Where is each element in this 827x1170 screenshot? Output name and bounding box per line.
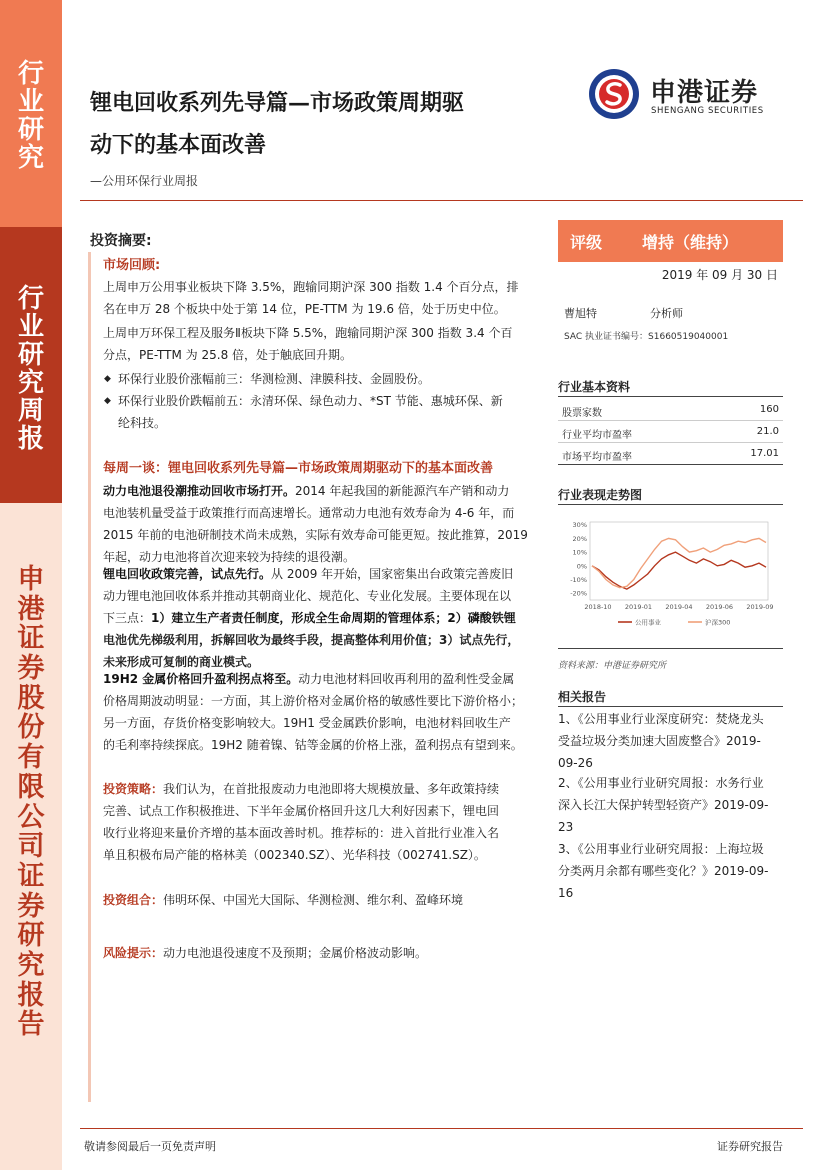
text-segment: 动力电池材料回收再利用的盈利性受金属 [298, 672, 515, 686]
report-title [90, 82, 570, 166]
y-tick-label: 30% [572, 521, 587, 530]
sidebar-char: 究 [17, 143, 44, 174]
sidebar-char: 港 [17, 593, 45, 625]
y-tick-label: -20% [570, 589, 587, 598]
row-label: 行业平均市盈率 [562, 430, 632, 441]
text-line: 纶科技。 [118, 416, 167, 430]
sidebar-char: 证 [17, 623, 45, 655]
analyst-title: 分析师 [650, 307, 683, 320]
bullet-gainers: ◆ 环保行业股价涨幅前三：华测检测、津膜科技、金圆股份。 [118, 368, 543, 390]
bold-lead: 19H2 金属价格回升盈利拐点将至。 [103, 672, 299, 686]
sidebar-char: 有 [17, 742, 45, 774]
title-line: 动下的基本面改善 [90, 132, 267, 158]
weekly-paragraph-3 [103, 668, 543, 756]
weekly-paragraph-2 [103, 563, 543, 673]
text-line: 收行业将迎来量价齐增的基本面改善时机。推荐标的：进入首批行业准入名 [103, 826, 500, 840]
sidebar-char: 行 [17, 284, 44, 314]
text-segment: 从 2009 年开始，国家密集出台政策完善废旧 [271, 567, 514, 581]
sidebar-char: 研 [17, 340, 44, 371]
rating-label: 评级 [570, 233, 603, 252]
text-line: 年起，动力电池将首次迎来较为持续的退役潮。 [103, 550, 356, 564]
y-tick-label: 20% [572, 534, 587, 543]
report-date: 2019 年 09 月 30 日 [661, 268, 778, 282]
footer-divider [80, 1128, 803, 1129]
performance-chart-heading: 行业表现走势图 [558, 488, 643, 502]
bullet-losers [118, 390, 543, 434]
text-line: 电池优先梯级利用，拆解回收为最终手段，提高整体利用价值；3）试点先行， [103, 633, 520, 647]
sidebar-char: 券 [17, 890, 45, 922]
text-line: 分类两月余都有哪些变化？》2019-09- [558, 864, 769, 878]
text-segment: 2014 年起我国的新能源汽车产销和动力 [295, 484, 510, 498]
y-tick-label: 0% [576, 562, 587, 571]
chart-source: 资料来源：申港证券研究所 [558, 661, 667, 671]
row-label: 股票家数 [562, 408, 602, 419]
sidebar-top-text [0, 60, 62, 172]
text-line: 深入长江大保护转型轻资产》2019-09- [558, 798, 769, 812]
y-tick-label: 10% [572, 548, 587, 557]
text-line: 上周申万环保工程及服务Ⅱ板块下降 5.5%，跑输同期沪深 300 指数 3.4 个百 [103, 326, 513, 340]
sidebar-mid-block [0, 227, 62, 503]
text-line [103, 668, 543, 690]
related-report-3 [558, 838, 783, 904]
series-line [592, 552, 766, 589]
related-reports-heading: 相关报告 [558, 690, 607, 704]
bold-lead: 动力电池退役潮推动回收市场打开。 [103, 484, 296, 498]
text-line: 单且积极布局产能的格林美（002340.SZ）、光华科技（002741.SZ）。 [103, 848, 486, 862]
bold-segment: 1）建立生产者责任制度，形成全生命周期的管理体系；2）磷酸铁锂 [151, 611, 516, 625]
text-line: 名在申万 28 个板块中处于第 14 位，PE-TTM 为 19.6 倍，处于历史中位。 [103, 302, 506, 316]
sidebar-char: 司 [17, 831, 45, 863]
sidebar-mid-text [0, 285, 62, 453]
header-divider [80, 200, 803, 201]
sidebar-char: 研 [17, 920, 45, 952]
strategy-paragraph [103, 778, 543, 866]
table-row-rule [558, 442, 783, 443]
sidebar-bottom-block [0, 503, 62, 1170]
portfolio-text: 伟明环保、中国光大国际、华测检测、维尔利、盈峰环境 [163, 893, 464, 907]
table-row-rule [558, 420, 783, 421]
logo-name-cn: 申港证券 [650, 78, 759, 108]
x-tick-label: 2019-04 [665, 603, 693, 611]
related-report-2 [558, 772, 783, 838]
text-line: 完善、试点工作积极推进、下半年金属价格回升这几大利好因素下，锂电回 [103, 804, 500, 818]
footer-report-type: 证券研究报告 [717, 1140, 783, 1153]
sidebar-char: 证 [17, 860, 45, 892]
sidebar-char: 公 [17, 801, 45, 833]
risk-text: 动力电池退役速度不及预期；金属价格波动影响。 [163, 946, 428, 960]
sidebar-char: 份 [17, 712, 45, 744]
report-subtitle: —公用环保行业周报 [90, 174, 199, 188]
text-line: 16 [558, 886, 574, 900]
sidebar-char: 究 [17, 949, 45, 981]
title-line: 锂电回收系列先导篇—市场政策周期驱 [90, 90, 465, 116]
related-report-1 [558, 708, 783, 774]
text-line: 动力锂电池回收体系并推动其朝商业化、规范化、专业化发展。主要体现在以 [103, 589, 512, 603]
text-line: 分点，PE-TTM 为 25.8 倍，处于触底回升期。 [103, 348, 353, 362]
sidebar-char: 业 [17, 312, 44, 343]
chart-top-rule [558, 504, 783, 505]
x-tick-label: 2019-06 [705, 603, 734, 611]
logo-name-en: SHENGANG SECURITIES [651, 106, 764, 116]
legend-label: 沪深300 [705, 618, 731, 627]
analyst-sac-number: SAC 执业证书编号：S1660519040001 [564, 332, 729, 342]
text-line [103, 778, 543, 800]
text-line: 2015 年前的电池研制技术尚未成熟，实际有效寿命可能更短。按此推算，2019 [103, 528, 528, 542]
text-line: 电池装机量受益于政策推行而高速增长。通常动力电池有效寿命为 4-6 年，而 [103, 506, 515, 520]
series-line [592, 538, 766, 587]
sidebar-top-block [0, 0, 62, 227]
text-line: 1、《公用事业行业深度研究：焚烧龙头 [558, 712, 764, 726]
company-logo [588, 68, 788, 128]
market-review-paragraph-1 [103, 276, 543, 320]
row-value: 21.0 [756, 426, 779, 437]
disclaimer-note: 敬请参阅最后一页免责声明 [84, 1140, 216, 1153]
portfolio-heading: 投资组合： [103, 893, 164, 907]
sidebar-char: 告 [17, 1009, 45, 1041]
table-top-rule [558, 396, 783, 397]
y-tick-label: -10% [570, 575, 587, 584]
sidebar-char: 券 [17, 653, 45, 685]
x-tick-label: 2018-10 [584, 603, 612, 611]
text-line [103, 607, 543, 629]
risk-paragraph [103, 942, 543, 964]
text-segment: 下三点： [103, 611, 152, 625]
basic-info-heading: 行业基本资料 [558, 380, 631, 394]
strategy-heading: 投资策略： [103, 782, 164, 796]
text-line: 的毛利率持续探底。19H2 随着镍、钴等金属的价格上涨，盈利拐点有望到来。 [103, 738, 523, 752]
market-review-paragraph-2 [103, 322, 543, 366]
x-tick-label: 2019-01 [624, 603, 653, 611]
sidebar-char: 报 [17, 979, 45, 1011]
text-line: 3、《公用事业行业研究周报：上海垃圾 [558, 842, 764, 856]
summary-heading: 投资摘要: [90, 233, 152, 249]
rating-value: 增持（维持） [642, 233, 739, 252]
performance-chart [558, 512, 783, 632]
row-value: 17.01 [750, 448, 779, 459]
sidebar-char: 行 [17, 59, 44, 89]
weekly-talk-heading: 每周一谈：锂电回收系列先导篇—市场政策周期驱动下的基本面改善 [103, 461, 494, 476]
text-segment: 我们认为，在首批报废动力电池即将大规模放量、多年政策持续 [163, 782, 500, 796]
chart-bottom-rule [558, 648, 783, 649]
legend-label: 公用事业 [635, 618, 661, 627]
reports-top-rule [558, 706, 783, 707]
portfolio-paragraph [103, 889, 543, 911]
sidebar-char: 股 [17, 682, 45, 714]
rating-box [558, 220, 783, 262]
main-accent-bar [88, 252, 91, 1102]
sidebar-char: 研 [17, 115, 44, 146]
bold-lead: 锂电回收政策完善，试点先行。 [103, 567, 272, 581]
sidebar-bottom-text [0, 565, 62, 1040]
text-line: 09-26 [558, 756, 593, 770]
analyst-name: 曹旭特 [564, 307, 597, 320]
chart-plot-frame [590, 522, 768, 600]
weekly-paragraph-1 [103, 480, 543, 568]
text-line: 2、《公用事业行业研究周报：水务行业 [558, 776, 764, 790]
sidebar-char: 究 [17, 368, 44, 399]
text-line: 受益垃圾分类加速大固废整合》2019- [558, 734, 761, 748]
text-line: 价格周期波动明显：一方面，其上游价格对金属价格的敏感性要比下游价格小； [103, 694, 524, 708]
table-bottom-rule [558, 464, 783, 465]
row-label: 市场平均市盈率 [562, 452, 632, 463]
text-line: 上周申万公用事业板块下降 3.5%，跑输同期沪深 300 指数 1.4 个百分点，排 [103, 280, 519, 294]
sidebar-char: 报 [17, 424, 44, 455]
sidebar-char: 限 [17, 771, 45, 803]
sidebar-char: 申 [17, 564, 45, 595]
text-line: 另一方面，存货价格变影响较大。19H1 受金属跌价影响，电池材料回收生产 [103, 716, 511, 730]
risk-heading: 风险提示： [103, 946, 164, 960]
x-tick-label: 2019-09 [746, 603, 774, 611]
row-value: 160 [759, 404, 779, 415]
market-review-heading: 市场回顾: [103, 258, 161, 273]
logo-emblem-icon [588, 68, 640, 120]
sidebar-char: 业 [17, 87, 44, 118]
sidebar-char: 周 [17, 396, 44, 427]
text-line: 23 [558, 820, 574, 834]
text-line: 未来形成可复制的商业模式。 [103, 655, 260, 669]
text-line: ◆ 环保行业股价跌幅前五：永清环保、绿色动力、*ST 节能、惠城环保、新 [118, 394, 503, 408]
text-line [103, 563, 543, 585]
text-line [103, 480, 543, 502]
